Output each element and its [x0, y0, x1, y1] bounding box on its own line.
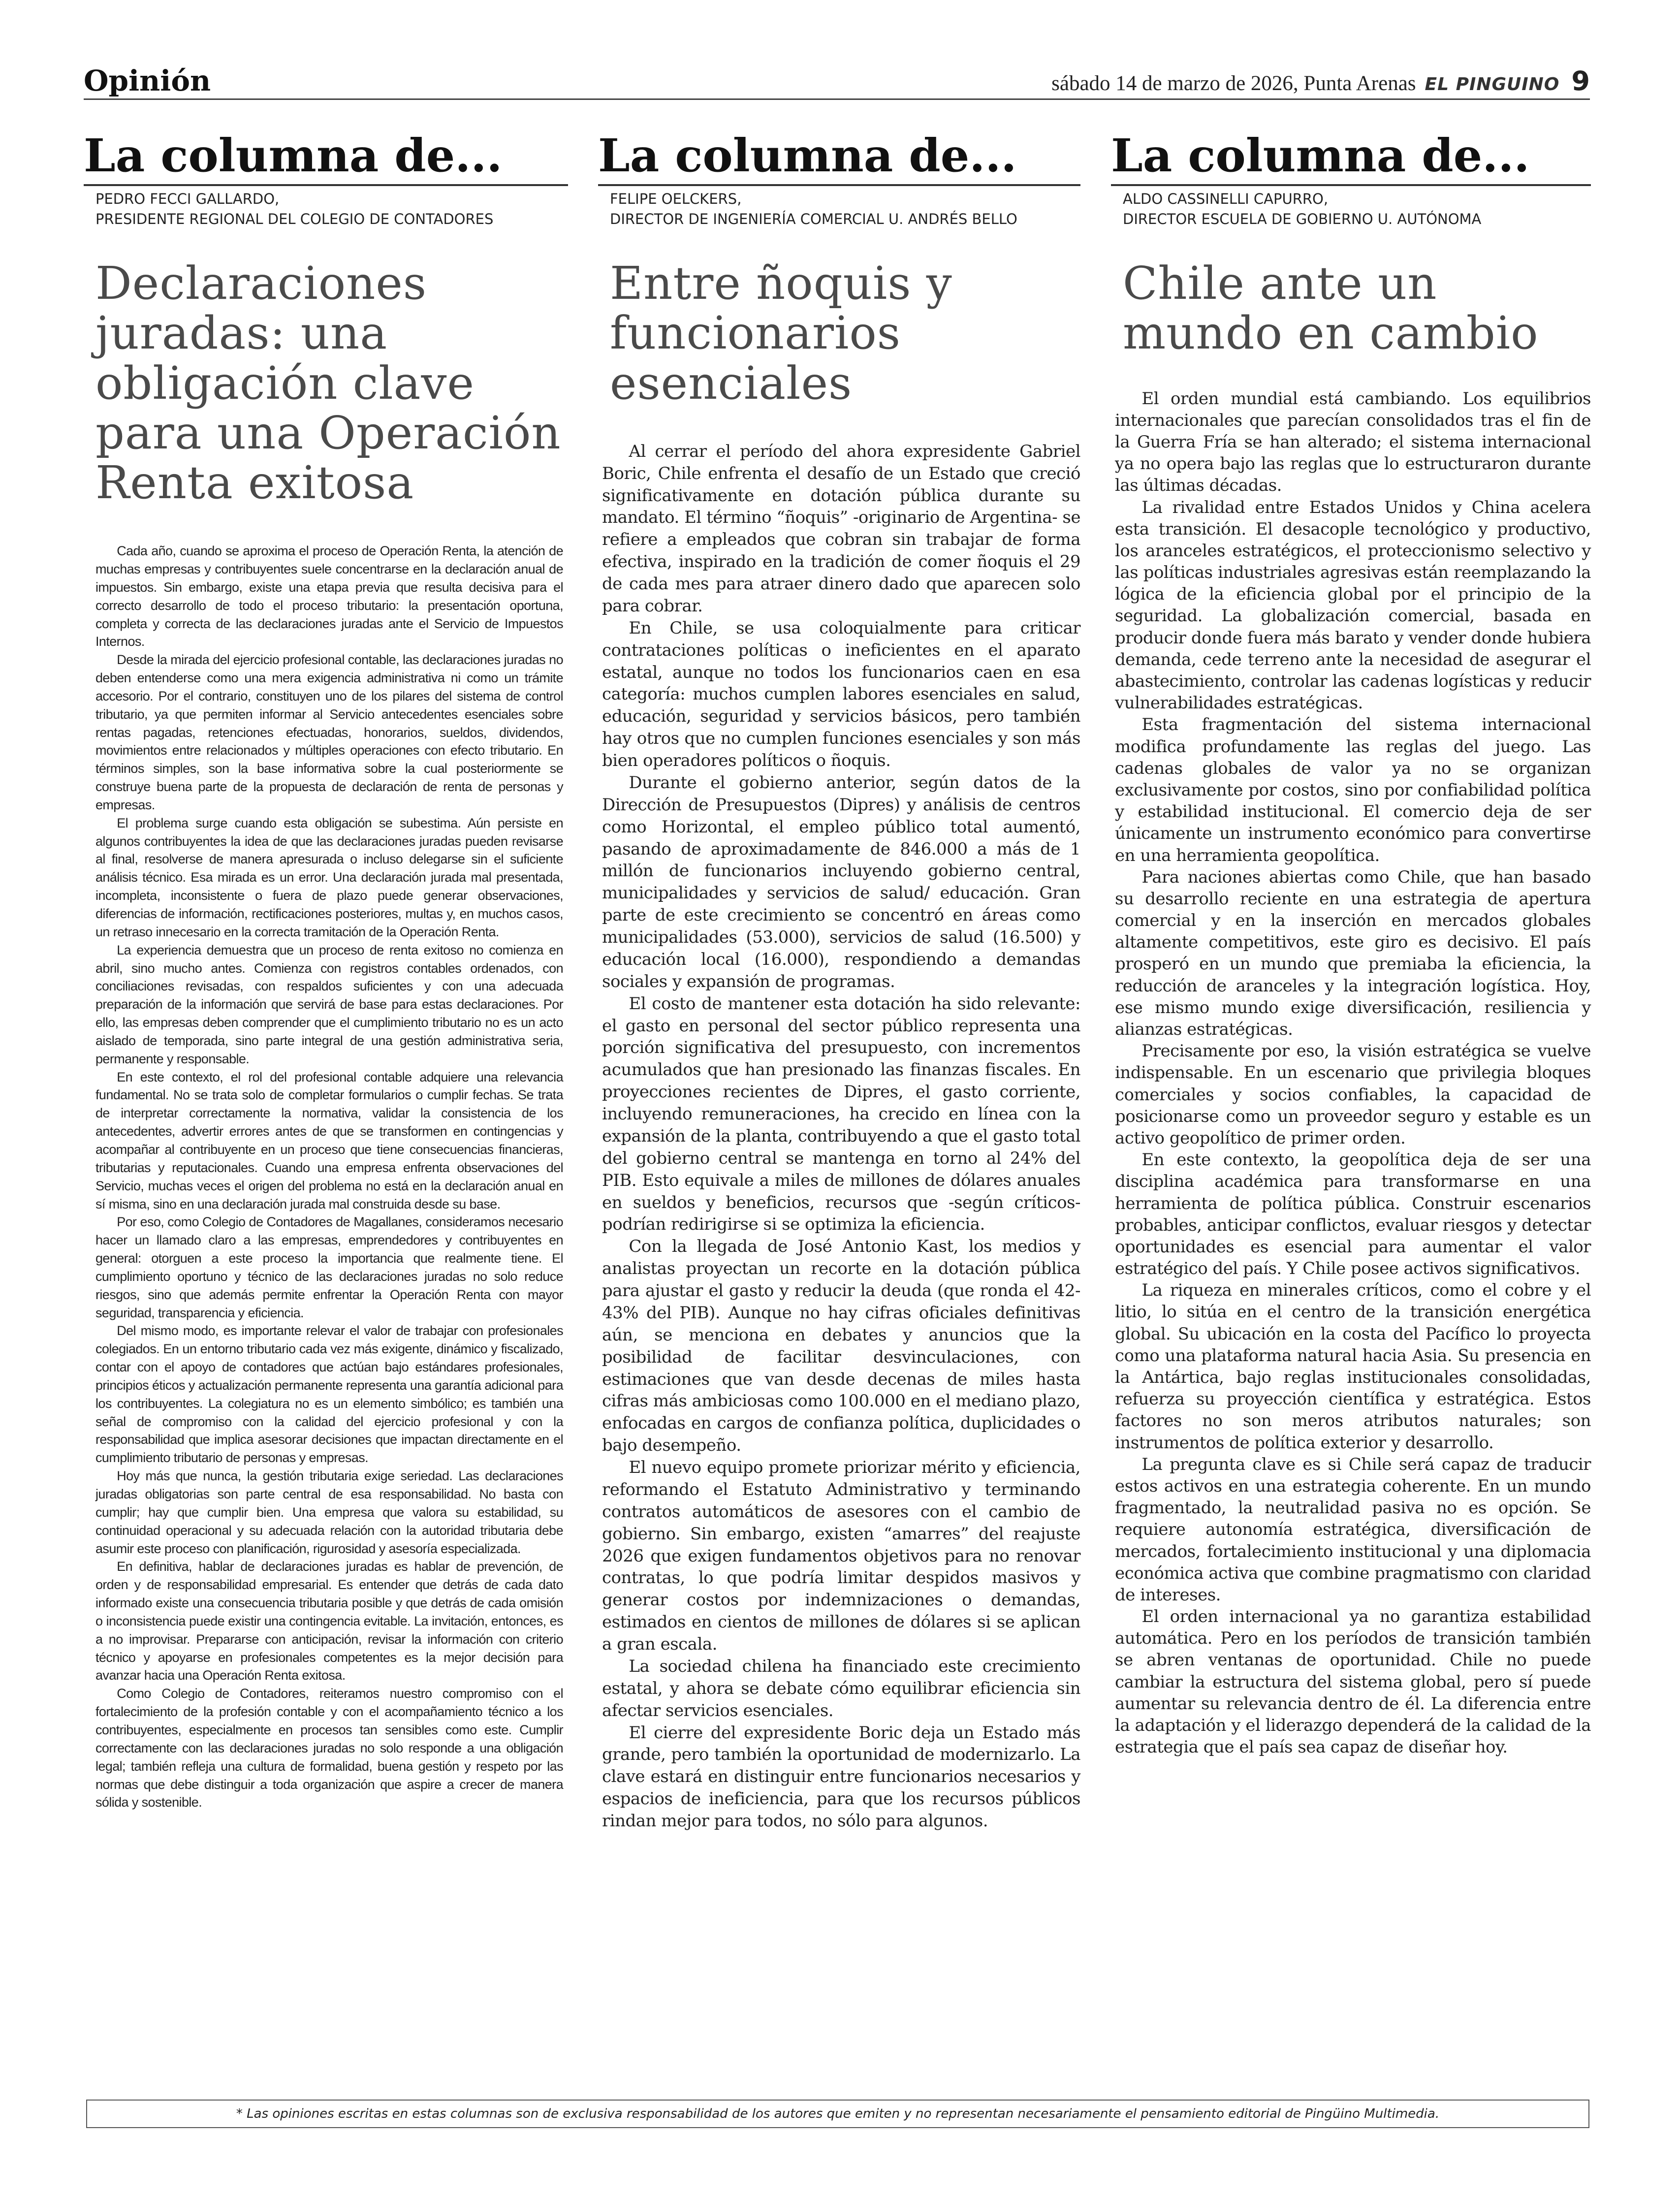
- column-kicker: La columna de...: [598, 133, 1080, 186]
- column-kicker: La columna de...: [84, 133, 568, 186]
- paragraph: El costo de mantener esta dotación ha sido relevante: el gasto en personal del sector público representa una porción significativa del presupuesto, con incrementos acumulados que han presionado las finanzas fiscales. En proyecciones recientes de Dipres, el gasto corriente, incluyendo remuneraciones, ha crecido en línea con la expansión de la planta, contribuyendo a que el gasto total del gobierno central se mantenga en torno al 24% del PIB. Esto equivale a miles de millones de dólares anuales en sueldos y beneficios, recursos que -según críticos- podrían redirigirse si se optimiza la eficiencia.: [602, 993, 1080, 1235]
- author-name: FELIPE OELCKERS,: [610, 191, 742, 207]
- disclaimer-box: * Las opiniones escritas en estas columnas son de exclusiva responsabilidad de los autores que emiten y no representan necesariamente el pensamiento editorial de Pingüino Multimedia.: [86, 2100, 1589, 2128]
- section-name: Opinión: [84, 64, 211, 97]
- article-title: Entre ñoquis y funcionarios esenciales: [610, 257, 952, 410]
- paragraph: La riqueza en minerales críticos, como el cobre y el litio, lo sitúa en el centro de la transición energética global. Su ubicación en la costa del Pacífico lo proyecta como una plataforma natural hacia Asia. Su presencia en la Antártica, bajo reglas institucionales consolidadas, refuerza su proyección científica y estratégica. Estos factores no son meros atributos naturales; son instrumentos de política exterior y desarrollo.: [1115, 1280, 1591, 1453]
- paragraph: Con la llegada de José Antonio Kast, los medios y analistas proyectan un recorte en la dotación pública para ajustar el gasto y reducir la deuda (que ronda el 42-43% del PIB). Aunque no hay cifras oficiales definitivas aún, se menciona en debates y anuncios que la posibilidad de facilitar desvinculaciones, con estimaciones que van desde decenas de miles hasta cifras más ambiciosas como 100.000 en el mediano plazo, enfocadas en cargos de confianza política, duplicidades o bajo desempeño.: [602, 1237, 1080, 1456]
- byline: [84, 189, 568, 229]
- author-role: DIRECTOR ESCUELA DE GOBIERNO U. AUTÓNOMA: [1123, 210, 1482, 227]
- author-name: PEDRO FECCI GALLARDO,: [95, 191, 280, 207]
- paragraph: El cierre del expresidente Boric deja un Estado más grande, pero también la oportunidad de modernizarlo. La clave estará en distinguir entre funcionarios necesarios y espacios de ineficiencia, para que los recursos públicos rindan mejor para todos, no sólo para algunos.: [602, 1722, 1080, 1831]
- article-title: Declaraciones juradas: una obligación clave para una Operación Renta exitosa: [95, 257, 561, 509]
- column-kicker: La columna de...: [1111, 133, 1591, 186]
- author-role: DIRECTOR DE INGENIERÍA COMERCIAL U. ANDRÉS BELLO: [610, 210, 1017, 227]
- paragraph: El nuevo equipo promete priorizar mérito y eficiencia, reformando el Estatuto Administrativo y terminando contratos automáticos de asesores con el cambio de gobierno. Sin embargo, existen “amarres” del reajuste 2026 que exigen fundamentos objetivos para no renovar contratas, lo que podría limitar despidos masivos y generar costos por indemnizaciones o demandas, estimados en cientos de millones de dólares si se aplican a gran escala.: [602, 1458, 1080, 1654]
- page-header: [84, 63, 1590, 100]
- article-body: [1115, 388, 1591, 1758]
- header-right: [1051, 65, 1590, 96]
- paragraph: El orden mundial está cambiando. Los equilibrios internacionales que parecían consolidados tras el fin de la Guerra Fría se han alterado; el sistema internacional ya no opera bajo las reglas que lo estructuraron durante las últimas décadas.: [1115, 388, 1591, 496]
- paragraph: En Chile, se usa coloquialmente para criticar contrataciones políticas o ineficientes en el aparato estatal, aunque no todos los funcionarios caen en esa categoría: muchos cumplen labores esenciales en salud, educación, seguridad y servicios básicos, pero también hay otros que no cumplen funciones esenciales y son más bien operadores políticos o ñoquis.: [602, 618, 1080, 770]
- paragraph: La rivalidad entre Estados Unidos y China acelera esta transición. El desacople tecnológico y productivo, los aranceles estratégicos, el proteccionismo selectivo y las políticas industriales agresivas están reemplazando la lógica de la eficiencia global por el principio de la seguridad. La globalización comercial, basada en producir donde fuera más barato y vender donde hubiera demanda, cede terreno ante la necesidad de asegurar el abastecimiento, controlar las cadenas logísticas y reducir vulnerabilidades estratégicas.: [1115, 497, 1591, 713]
- paragraph: Para naciones abiertas como Chile, que han basado su desarrollo reciente en una estrategia de apertura comercial y en la inserción en mercados globales altamente competitivos, este giro es decisivo. El país prosperó en un mundo que premiaba la eficiencia, la reducción de aranceles y la integración logística. Hoy, ese mismo mundo exige diversificación, resiliencia y alianzas estratégicas.: [1115, 867, 1591, 1039]
- article-body: [95, 542, 563, 1812]
- paragraph: Esta fragmentación del sistema internacional modifica profundamente las reglas del juego. Las cadenas globales de valor ya no se organizan exclusivamente por costos, sino por confiabilidad política y estabilidad institucional. El comercio deja de ser únicamente un instrumento económico para convertirse en una herramienta geopolítica.: [1115, 715, 1591, 865]
- paragraph: Cada año, cuando se aproxima el proceso de Operación Renta, la atención de muchas empresas y contribuyentes suele concentrarse en la declaración anual de impuestos. Sin embargo, existe una etapa previa que resulta decisiva para el correcto desarrollo de todo el proceso tributario: la presentación oportuna, completa y correcta de las declaraciones juradas ante el Servicio de Impuestos Internos.: [95, 543, 563, 649]
- newspaper-logo: EL PINGUINO: [1425, 74, 1560, 95]
- paragraph: Del mismo modo, es importante relevar el valor de trabajar con profesionales colegiados. En un entorno tributario cada vez más exigente, dinámico y fiscalizado, contar con el apoyo de contadores que actúan bajo estándares profesionales, principios éticos y actualización permanente representa una garantía adicional para los contribuyentes. La colegiatura no es un elemento simbólico; es también una señal de compromiso con la calidad del ejercicio profesional y con la responsabilidad que implica asesorar decisiones que impactan directamente en el cumplimiento tributario de personas y empresas.: [95, 1323, 563, 1465]
- page-number: 9: [1571, 65, 1590, 96]
- article-title: Chile ante un mundo en cambio: [1123, 257, 1539, 360]
- column-3: [1111, 129, 1591, 1758]
- column-1: [84, 129, 568, 1812]
- paragraph: Por eso, como Colegio de Contadores de Magallanes, consideramos necesario hacer un llamado claro a las empresas, emprendedores y contribuyentes en general: otorguen a este proceso la importancia que realmente tiene. El cumplimiento oportuno y técnico de las declaraciones juradas no solo reduce riesgos, sino que además permite enfrentar la Operación Renta con mayor seguridad, transparencia y eficiencia.: [95, 1214, 563, 1320]
- byline: [1111, 189, 1591, 229]
- column-2: [598, 129, 1080, 1832]
- paragraph: Desde la mirada del ejercicio profesional contable, las declaraciones juradas no deben entenderse como una mera exigencia administrativa ni como un trámite accesorio. Por el contrario, constituyen uno de los pilares del sistema de control tributario, ya que permiten informar al Servicio antecedentes esenciales sobre rentas pagadas, retenciones efectuadas, honorarios, sueldos, dividendos, movimientos entre relacionados y múltiples operaciones con efecto tributario. En términos simples, son la base informativa sobre la cual posteriormente se construye buena parte de la propuesta de declaración de renta de personas y empresas.: [95, 652, 563, 812]
- author-role: PRESIDENTE REGIONAL DEL COLEGIO DE CONTADORES: [95, 210, 494, 227]
- paragraph: En este contexto, el rol del profesional contable adquiere una relevancia fundamental. No se trata solo de completar formularios o cumplir fechas. Se trata de interpretar correctamente la normativa, validar la consistencia de los antecedentes, advertir errores antes de que se transformen en contingencias y acompañar al contribuyente en un proceso que tiene consecuencias financieras, tributarias y reputacionales. Cuando una empresa enfrenta observaciones del Servicio, muchas veces el origen del problema no está en la declaración anual en sí misma, sino en una declaración jurada mal construida desde su base.: [95, 1069, 563, 1211]
- paragraph: Durante el gobierno anterior, según datos de la Dirección de Presupuestos (Dipres) y análisis de centros como Horizontal, el empleo público total aumentó, pasando de aproximadamente de 846.000 a más de 1 millón de funcionarios incluyendo gobierno central, municipalidades y servicios de salud/ educación. Gran parte de este crecimiento se concentró en áreas como municipalidades (53.000), servicios de salud (16.500) y educación local (16.000), respondiendo a demandas sociales y expansión de programas.: [602, 772, 1080, 991]
- paragraph: En este contexto, la geopolítica deja de ser una disciplina académica para transformarse en una herramienta de política pública. Construir escenarios probables, anticipar conflictos, evaluar riesgos y detectar oportunidades es esencial para aumentar el valor estratégico del país. Y Chile posee activos significativos.: [1115, 1150, 1591, 1279]
- paragraph: En definitiva, hablar de declaraciones juradas es hablar de prevención, de orden y de responsabilidad empresarial. Es entender que detrás de cada dato informado existe una consecuencia tributaria posible y que detrás de cada omisión o inconsistencia puede existir una contingencia evitable. La invitación, entonces, es a no improvisar. Prepararse con anticipación, revisar la información con criterio técnico y apoyarse en profesionales competentes es la mejor decisión para avanzar hacia una Operación Renta exitosa.: [95, 1559, 563, 1683]
- dateline: sábado 14 de marzo de 2026, Punta Arenas: [1051, 72, 1416, 95]
- paragraph: El problema surge cuando esta obligación se subestima. Aún persiste en algunos contribuyentes la idea de que las declaraciones juradas pueden revisarse al final, resolverse de manera apresurada o incluso delegarse sin el suficiente análisis técnico. Esa mirada es un error. Una declaración jurada mal presentada, incompleta, inconsistente o fuera de plazo puede generar observaciones, diferencias de información, rectificaciones posteriores, multas y, en muchos casos, un retraso innecesario en la correcta tramitación de la Operación Renta.: [95, 815, 563, 939]
- paragraph: Precisamente por eso, la visión estratégica se vuelve indispensable. En un escenario que privilegia bloques comerciales y socios confiables, la capacidad de posicionarse como un proveedor seguro y estable es un activo geopolítico de primer orden.: [1115, 1041, 1591, 1148]
- paragraph: Como Colegio de Contadores, reiteramos nuestro compromiso con el fortalecimiento de la profesión contable y con el acompañamiento técnico a los contribuyentes, especialmente en procesos tan sensibles como este. Cumplir correctamente con las declaraciones juradas no solo responde a una obligación legal; también refleja una cultura de formalidad, buena gestión y respeto por las normas que debe distinguir a toda organización que aspire a crecer de manera sólida y sostenible.: [95, 1686, 563, 1810]
- paragraph: La pregunta clave es si Chile será capaz de traducir estos activos en una estrategia coherente. En un mundo fragmentado, la neutralidad pasiva no es opción. Se requiere autonomía estratégica, diversificación de mercados, fortalecimiento institucional y una diplomacia económica activa que combine pragmatismo con claridad de intereses.: [1115, 1454, 1591, 1605]
- paragraph: Hoy más que nunca, la gestión tributaria exige seriedad. Las declaraciones juradas obligatorias son parte central de esa responsabilidad. No basta con cumplir; hay que cumplir bien. Una empresa que valora su estabilidad, su continuidad operacional y su adecuada relación con la autoridad tributaria debe asumir este proceso con planificación, rigurosidad y asesoría especializada.: [95, 1468, 563, 1556]
- paragraph: La sociedad chilena ha financiado este crecimiento estatal, y ahora se debate cómo equilibrar eficiencia sin afectar servicios esenciales.: [602, 1656, 1080, 1720]
- paragraph: Al cerrar el período del ahora expresidente Gabriel Boric, Chile enfrenta el desafío de un Estado que creció significativamente en dotación pública durante su mandato. El término “ñoquis” -originario de Argentina- se refiere a empleados que cobran sin trabajar de forma efectiva, inspirado en la tradición de comer ñoquis el 29 de cada mes para atraer dinero dado que aparecen solo para cobrar.: [602, 441, 1080, 616]
- byline: [598, 189, 1080, 229]
- paragraph: El orden internacional ya no garantiza estabilidad automática. Pero en los períodos de transición también se abren ventanas de oportunidad. Chile no puede cambiar la estructura del sistema global, pero sí puede aumentar su relevancia dentro de él. La diferencia entre la adaptación y el liderazgo dependerá de la calidad de la estrategia que el país sea capaz de diseñar hoy.: [1115, 1607, 1591, 1757]
- article-body: [602, 441, 1080, 1832]
- paragraph: La experiencia demuestra que un proceso de renta exitoso no comienza en abril, sino mucho antes. Comienza con registros contables ordenados, con conciliaciones revisadas, con respaldos suficientes y con una adecuada preparación de la información que servirá de base para estas declaraciones. Por ello, las empresas deben comprender que el cumplimiento tributario no es un acto aislado de temporada, sino parte integral de una gestión administrativa seria, permanente y responsable.: [95, 942, 563, 1066]
- author-name: ALDO CASSINELLI CAPURRO,: [1123, 191, 1329, 207]
